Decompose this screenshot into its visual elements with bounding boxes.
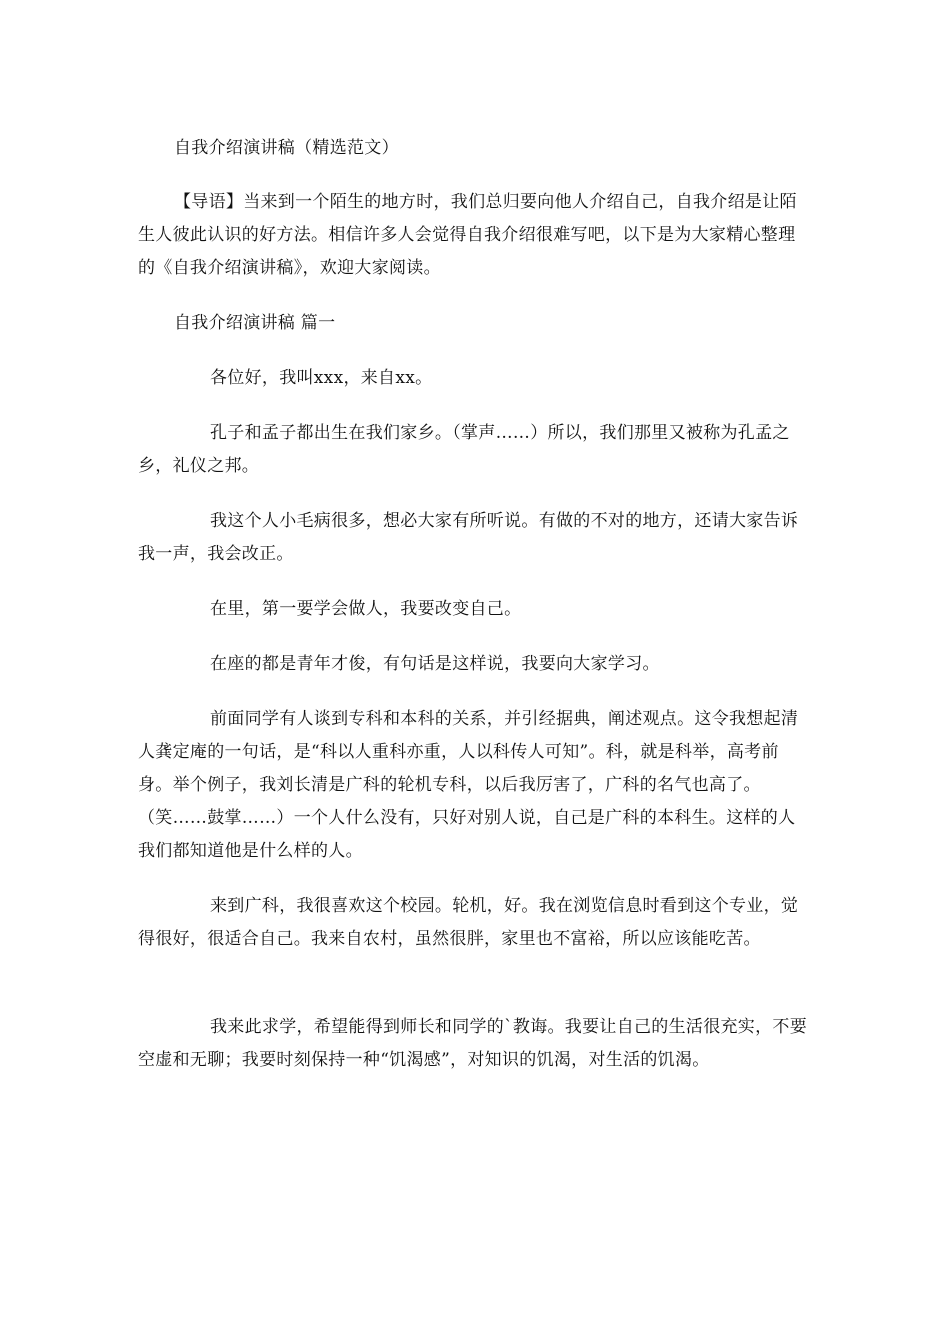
body-paragraph: 前面同学有人谈到专科和本科的关系，并引经据典，阐述观点。这令我想起清人龚定庵的一句话，是“科以人重科亦重，人以科传人可知”。科，就是科举，高考前身。举个例子，我刘长清是广科的轮机专科，以后我厉害了，广科的名气也高了。（笑……鼓掌……）一个人什么没有，只好对别人说，自己是广科的本科生。这样的人我们都知道他是什么样的人。 (138, 709, 799, 861)
body-paragraph: 孔子和孟子都出生在我们家乡。（掌声……）所以，我们那里又被称为孔孟之乡，礼仪之邦。 (138, 423, 790, 476)
intro-paragraph: 【导语】当来到一个陌生的地方时，我们总归要向他人介绍自己，自我介绍是让陌生人彼此认识的好方法。相信许多人会觉得自我介绍很难写吧，以下是为大家精心整理的《自我介绍演讲稿》，欢迎大家阅读。 (138, 192, 797, 278)
section-heading: 自我介绍演讲稿 篇一 (174, 313, 336, 333)
body-paragraph: 我来此求学，希望能得到师长和同学的`教诲。我要让自己的生活很充实，不要空虚和无聊；我要时刻保持一种“饥渴感”，对知识的饥渴，对生活的饥渴。 (138, 1017, 807, 1070)
body-paragraph: 来到广科，我很喜欢这个校园。轮机，好。我在浏览信息时看到这个专业，觉得很好，很适合自己。我来自农村，虽然很胖，家里也不富裕，所以应该能吃苦。 (138, 896, 799, 949)
body-paragraph: 我这个人小毛病很多，想必大家有所听说。有做的不对的地方，还请大家告诉我一声，我会改正。 (138, 511, 799, 564)
body-paragraph: 在座的都是青年才俊，有句话是这样说，我要向大家学习。 (210, 654, 660, 674)
document-title: 自我介绍演讲稿（精选范文） (174, 138, 399, 158)
body-paragraph: 在里，第一要学会做人，我要改变自己。 (210, 599, 522, 619)
body-paragraph: 各位好，我叫xxx，来自xx。 (210, 368, 433, 388)
